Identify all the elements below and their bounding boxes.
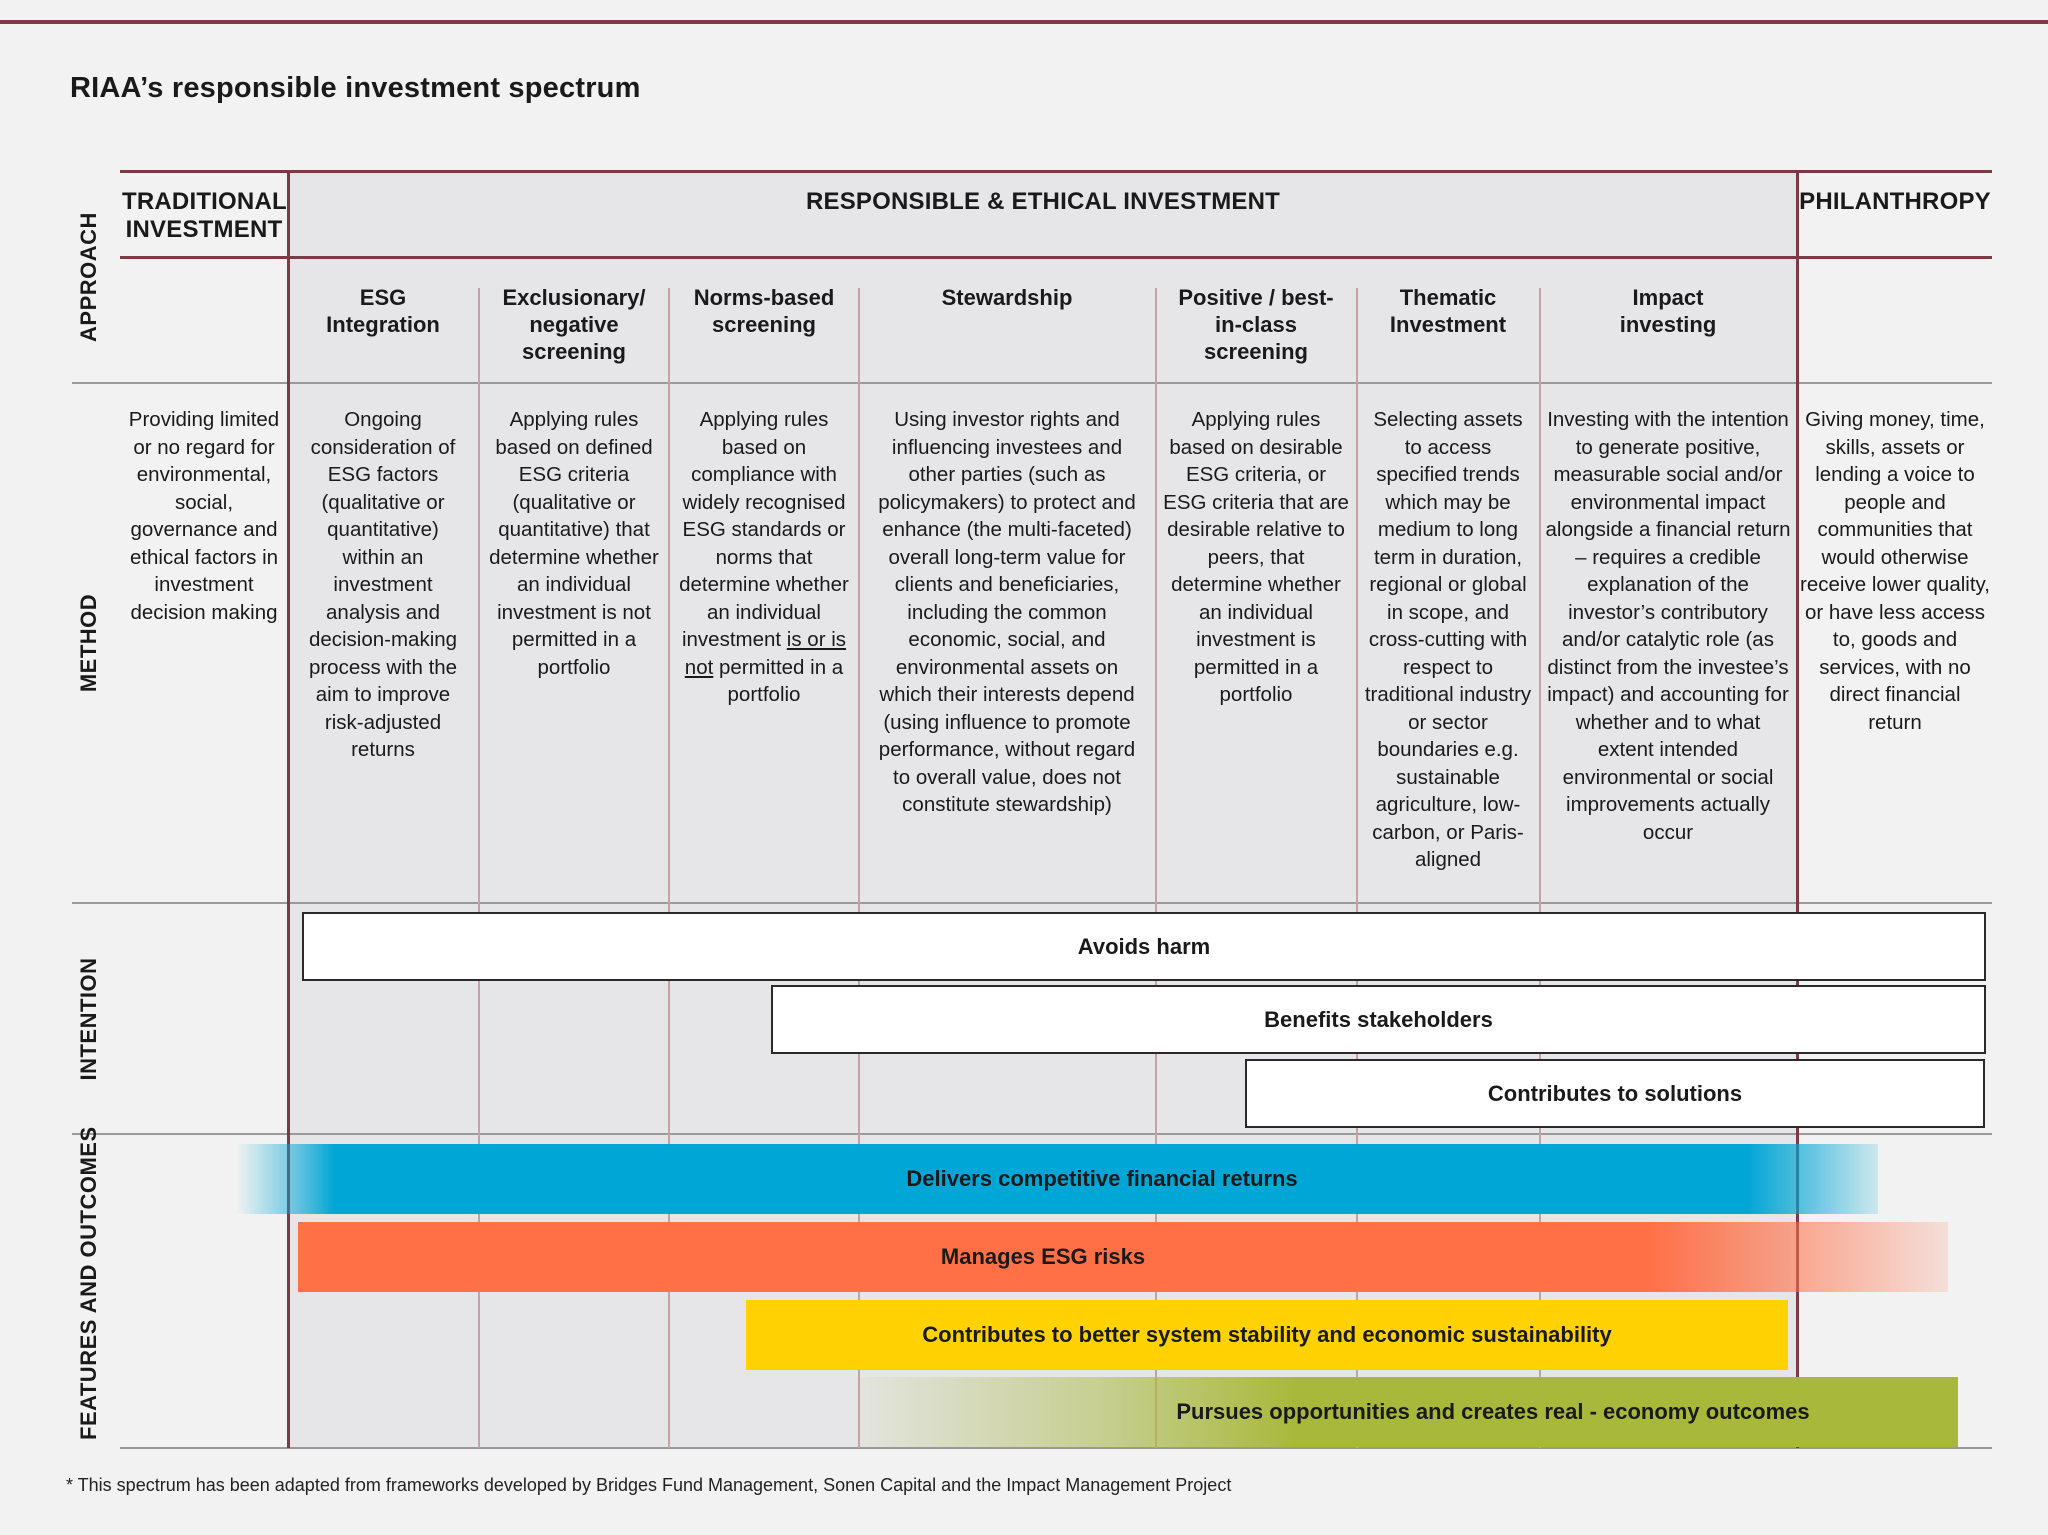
header-traditional: TRADITIONAL INVESTMENT — [122, 188, 287, 243]
feature-manages-esg-risks: Manages ESG risks — [298, 1222, 1948, 1292]
intention-contributes-solutions: Contributes to solutions — [1245, 1059, 1985, 1128]
feature-competitive-returns: Delivers competitive financial returns — [236, 1144, 1878, 1214]
feature-system-stability: Contributes to better system stability and economic sustainability — [746, 1300, 1788, 1370]
header-responsible: RESPONSIBLE & ETHICAL INVESTMENT — [805, 188, 1280, 215]
header-philanthropy: PHILANTHROPY — [1799, 188, 1991, 215]
header-bottom-line-left — [120, 256, 288, 259]
method-positive: Applying rules based on desirable ESG criteria, or ESG criteria that are desirable relative to peers, that determine whether an individual investment is permitted in a portfolio — [1163, 408, 1349, 706]
intention-bottom-line — [72, 1133, 1992, 1135]
row-label-method: METHOD — [76, 593, 101, 693]
approach-norms-based: Norms-based screening — [693, 285, 835, 337]
approach-impact: Impact investing — [1619, 285, 1717, 337]
footnote: * This spectrum has been adapted from frameworks developed by Bridges Fund Management, Sonen Capital and the Impact Management Project — [66, 1475, 1232, 1495]
method-norms-text-1: Applying rules based on compliance with widely recognised ESG standards or norms that determine whether an individual investment — [679, 408, 849, 651]
method-norms-text-2: permitted in a portfolio — [713, 655, 844, 706]
row-label-features: FEATURES AND OUTCOMES — [76, 1126, 101, 1440]
approach-exclusionary: Exclusionary/ negative screening — [502, 285, 646, 364]
intention-avoids-harm: Avoids harm — [302, 912, 1986, 981]
approach-thematic: Thematic Investment — [1389, 285, 1507, 337]
method-norms-underline: is or is not — [684, 628, 847, 679]
divider-traditional — [287, 170, 290, 1448]
approach-positive: Positive / best-in-class screening — [1178, 285, 1334, 364]
method-norms-based — [674, 406, 854, 709]
method-thematic: Selecting assets to access specified trends which may be medium to long term in duration, regional or global in scope, and cross-cutting with respect to traditional industry or sector boundaries e.g. sustainable agriculture, low-carbon, or Paris-aligned — [1364, 408, 1532, 871]
method-impact: Investing with the intention to generate positive, measurable social and/or environmental impact alongside a financial return – requires a credible explanation of the investor’s contributory and/or catalytic role (as distinct from the investee’s impact) and accounting for whether and to what extent intended environmental or social improvements actually occur — [1545, 408, 1791, 844]
method-traditional: Providing limited or no regard for environmental, social, governance and ethical factors in investment decision making — [128, 408, 280, 624]
intention-benefits-stakeholders: Benefits stakeholders — [771, 985, 1986, 1054]
header-bottom-line — [288, 256, 1798, 259]
row-label-intention: INTENTION — [76, 957, 101, 1081]
method-philanthropy: Giving money, time, skills, assets or lending a voice to people and communities that would otherwise receive lower quality, or have less access to, goods and services, with no direct financial return — [1800, 408, 1990, 734]
method-stewardship: Using investor rights and influencing investees and other parties (such as policymakers) to protect and enhance (the multi-faceted) overall long-term value for clients and beneficiaries, including the common economic, social, and environmental assets on which their interests depend (using influence to promote performance, without regard to overall value, does not constitute stewardship) — [878, 408, 1136, 816]
row-label-approach: APPROACH — [76, 212, 101, 342]
approach-stewardship: Stewardship — [941, 285, 1073, 310]
top-rule — [0, 20, 2048, 24]
method-bottom-line — [72, 902, 1992, 904]
approach-bottom-line — [72, 382, 1992, 384]
method-exclusionary: Applying rules based on defined ESG criteria (qualitative or quantitative) that determine whether an individual investment is not permitted in a portfolio — [489, 408, 659, 679]
approach-esg-integration: ESG Integration — [326, 285, 440, 337]
table-bottom-line — [120, 1447, 1992, 1449]
method-esg-integration: Ongoing consideration of ESG factors (qualitative or quantitative) within an investment analysis and decision-making process with the aim to improve risk-adjusted returns — [308, 408, 458, 761]
feature-real-economy-outcomes: Pursues opportunities and creates real - economy outcomes — [858, 1377, 1958, 1447]
header-bottom-line-right — [1798, 256, 1992, 259]
page-title: RIAA’s responsible investment spectrum — [70, 72, 641, 104]
header-top-line — [120, 170, 1992, 173]
